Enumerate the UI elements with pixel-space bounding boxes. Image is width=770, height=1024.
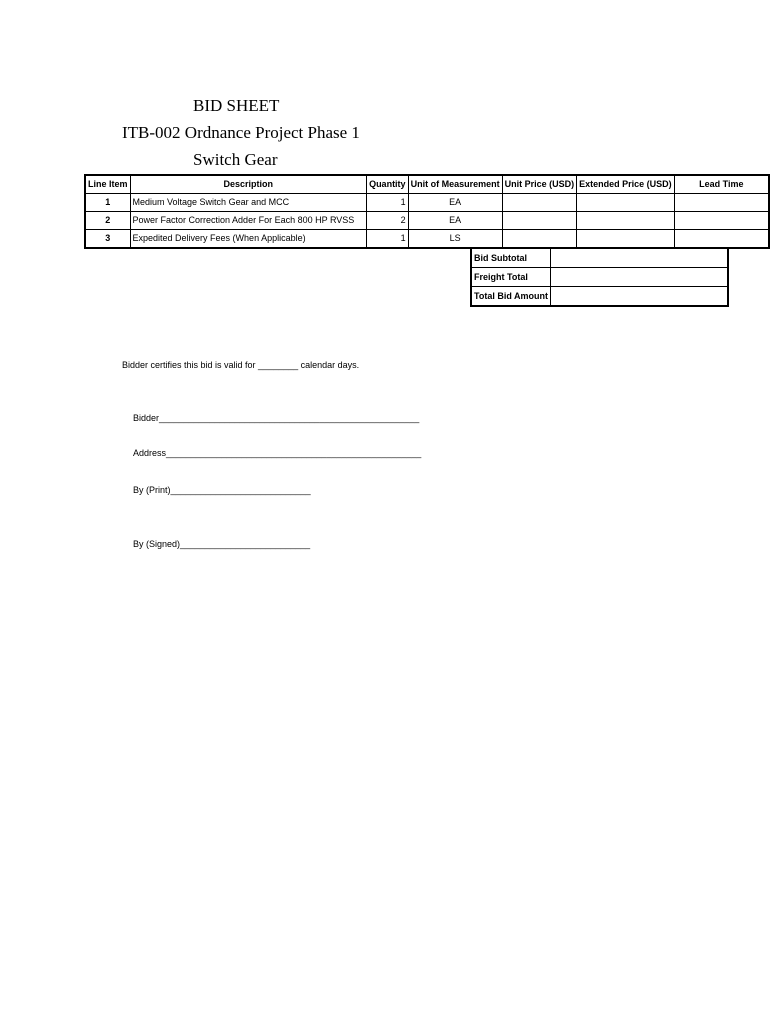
description-cell: Medium Voltage Switch Gear and MCC <box>130 194 367 212</box>
by-print-line[interactable]: By (Print)____________________________ <box>133 485 311 495</box>
table-row <box>85 212 769 230</box>
freight-row <box>471 268 728 287</box>
line-item-cell: 3 <box>85 230 130 249</box>
freight-label: Freight Total <box>471 268 551 287</box>
document-title: BID SHEET <box>193 96 280 115</box>
unit-price-cell[interactable] <box>502 212 577 230</box>
quantity-cell: 1 <box>367 194 409 212</box>
lead-time-cell[interactable] <box>674 212 769 230</box>
table-header-row <box>85 175 769 194</box>
table-row <box>85 230 769 249</box>
total-label: Total Bid Amount <box>471 287 551 307</box>
table-row <box>85 194 769 212</box>
unit-cell: EA <box>408 194 502 212</box>
line-item-cell: 2 <box>85 212 130 230</box>
freight-value-cell[interactable] <box>551 268 729 287</box>
bid-items-table <box>84 174 770 249</box>
total-row <box>471 287 728 307</box>
by-signed-line[interactable]: By (Signed)__________________________ <box>133 539 311 549</box>
subtotal-value-cell[interactable] <box>551 248 729 268</box>
column-header-unit-price: Unit Price (USD) <box>502 175 577 194</box>
quantity-cell: 2 <box>367 212 409 230</box>
unit-cell: LS <box>408 230 502 249</box>
address-line[interactable]: Address___________________________________________________ <box>133 448 422 458</box>
description-cell: Expedited Delivery Fees (When Applicable) <box>130 230 367 249</box>
column-header-unit: Unit of Measurement <box>408 175 502 194</box>
bidder-line[interactable]: Bidder____________________________________________________ <box>133 413 420 423</box>
unit-price-cell[interactable] <box>502 230 577 249</box>
quantity-cell: 1 <box>367 230 409 249</box>
subtotal-label: Bid Subtotal <box>471 248 551 268</box>
column-header-quantity: Quantity <box>367 175 409 194</box>
column-header-description: Description <box>130 175 367 194</box>
project-title: ITB-002 Ordnance Project Phase 1 <box>122 123 360 142</box>
unit-cell: EA <box>408 212 502 230</box>
project-subtitle: Switch Gear <box>193 150 278 169</box>
column-header-lead-time: Lead Time <box>674 175 769 194</box>
subtotal-row <box>471 248 728 268</box>
total-value-cell[interactable] <box>551 287 729 307</box>
line-item-cell: 1 <box>85 194 130 212</box>
lead-time-cell[interactable] <box>674 194 769 212</box>
extended-price-cell[interactable] <box>577 212 675 230</box>
extended-price-cell[interactable] <box>577 230 675 249</box>
totals-table <box>470 247 729 307</box>
extended-price-cell[interactable] <box>577 194 675 212</box>
column-header-line-item: Line Item <box>85 175 130 194</box>
lead-time-cell[interactable] <box>674 230 769 249</box>
validity-statement: Bidder certifies this bid is valid for ________ calendar days. <box>122 360 360 370</box>
column-header-extended-price: Extended Price (USD) <box>577 175 675 194</box>
description-cell: Power Factor Correction Adder For Each 800 HP RVSS <box>130 212 367 230</box>
unit-price-cell[interactable] <box>502 194 577 212</box>
